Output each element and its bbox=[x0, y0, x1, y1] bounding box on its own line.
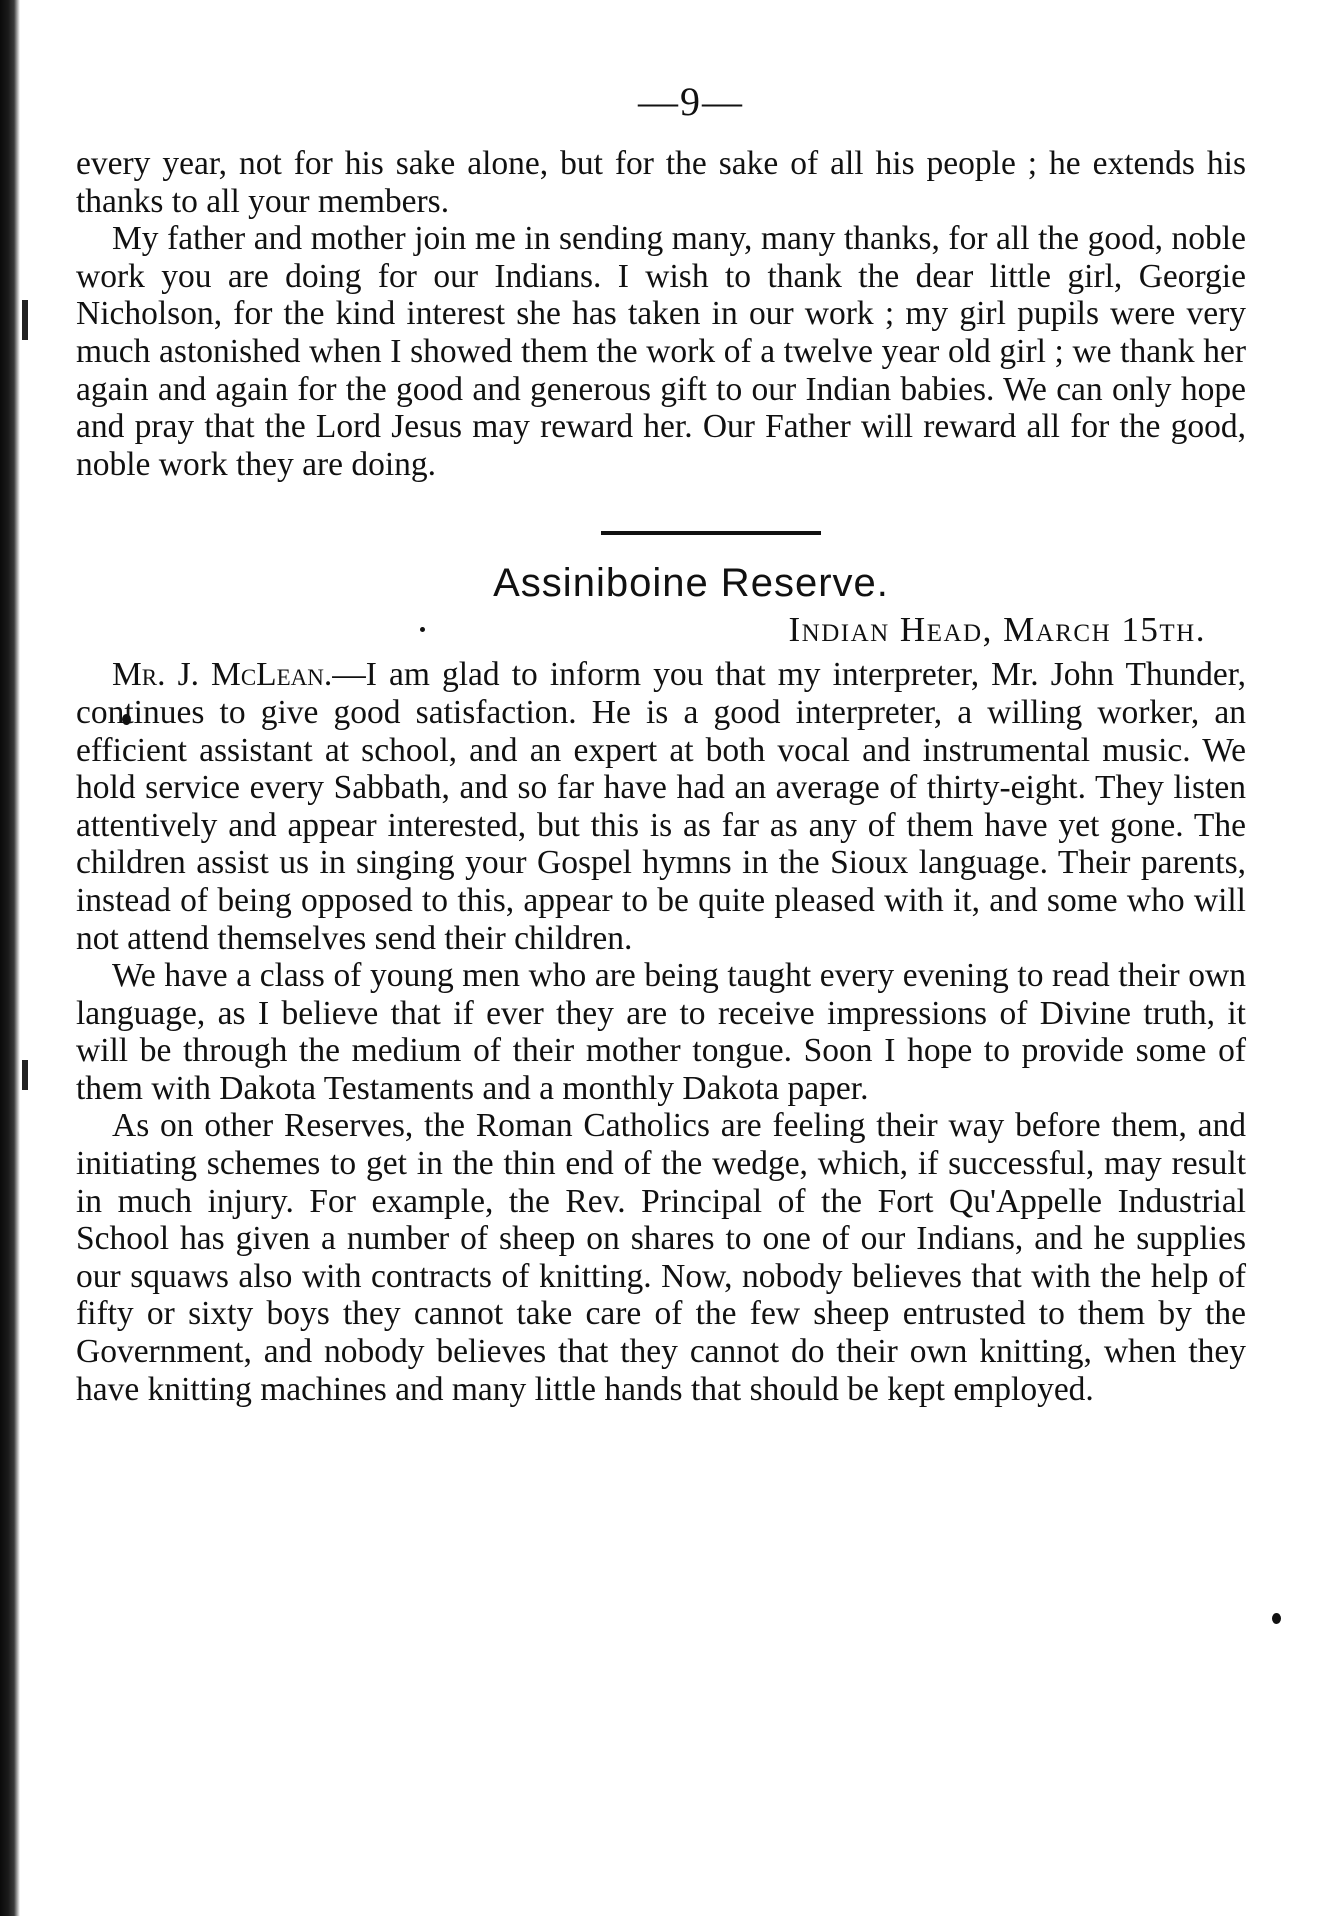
stray-ink-dot bbox=[1272, 1613, 1281, 1624]
paragraph: We have a class of young men who are being taught every evening to read their own language, as I believe that if ever they are to receive impressions of Divine truth, it will be through the medium of their mother tongue. Soon I hope to provide some of them with Dakota Testaments and a monthly Dakota paper. bbox=[76, 957, 1246, 1107]
paragraph bbox=[76, 656, 1246, 957]
paragraph-text: —I am glad to inform you that my interpreter, Mr. John Thunder, continues to give good satisfaction. He is a good interpreter, a willing worker, an efficient assistant at school, and an expert at both vocal and instrumental music. We hold service every Sabbath, and so far have had an average of thirty-eight. They listen attentively and appear interested, but this is as far as any of them have yet gone. The children assist us in singing your Gospel hymns in the Sioux language. Their parents, instead of being opposed to this, appear to be quite pleased with it, and some who will not attend themselves send their children. bbox=[76, 656, 1246, 957]
continued-letter bbox=[76, 145, 1246, 483]
paragraph: My father and mother join me in sending many, many thanks, for all the good, noble work you are doing for our Indians. I wish to thank the dear little girl, Georgie Nicholson, for the kind interest she has taken in our work ; my girl pupils were very much astonished when I showed them the work of a twelve year old girl ; we thank her again and again for the good and generous gift to our Indian babies. We can only hope and pray that the Lord Jesus may reward her. Our Father will reward all for the good, noble work they are doing. bbox=[76, 220, 1246, 483]
binding-mark bbox=[22, 300, 28, 340]
document-page bbox=[76, 78, 1246, 1408]
section-divider bbox=[601, 531, 821, 535]
assiniboine-reserve-section bbox=[76, 561, 1246, 1408]
paragraph: As on other Reserves, the Roman Catholics are feeling their way before them, and initiating schemes to get in the thin end of the wedge, which, if successful, may result in much injury. For example, the Rev. Principal of the Fort Qu'Appelle Industrial School has given a number of sheep on shares to one of our Indians, and he supplies our squaws also with contracts of knitting. Now, nobody believes that with the help of fifty or sixty boys they cannot take care of the few sheep entrusted to them by the Government, and nobody believes that they cannot do their own knitting, when they have knitting machines and many little hands that should be kept employed. bbox=[76, 1107, 1246, 1408]
paragraph: every year, not for his sake alone, but for the sake of all his people ; he extends his thanks to all your members. bbox=[76, 145, 1246, 220]
page-binding-edge bbox=[0, 0, 20, 1916]
section-title: Assiniboine Reserve. bbox=[493, 561, 889, 606]
page-number: —9— bbox=[638, 79, 744, 124]
binding-mark bbox=[22, 1060, 28, 1090]
speaker-name: Mr. J. McLean. bbox=[112, 656, 333, 694]
dateline: Indian Head, March 15th. bbox=[788, 610, 1206, 650]
